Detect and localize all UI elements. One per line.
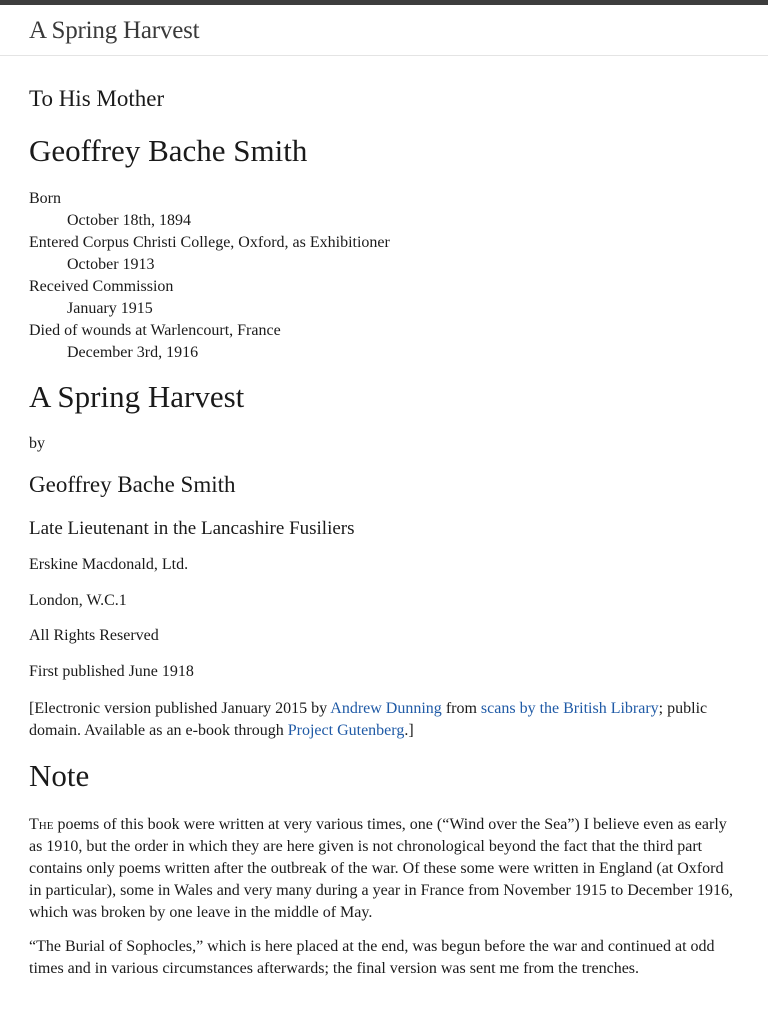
bio-label: Died of wounds at Warlencourt, France [29, 322, 281, 339]
bio-label: Entered Corpus Christi College, Oxford, as Exhibitioner [29, 234, 390, 251]
electronic-mid2: ; public domain. Available as an e-book through [29, 700, 708, 739]
site-title-link[interactable]: A Spring Harvest [29, 17, 200, 44]
note-drop-lead: The [29, 816, 54, 833]
note-paragraph-1 [29, 814, 739, 924]
book-title-heading: A Spring Harvest [29, 379, 245, 414]
author-heading: Geoffrey Bache Smith [29, 133, 308, 168]
by-line: by [29, 435, 45, 452]
bio-label: Born [29, 190, 61, 207]
author-rank-heading: Late Lieutenant in the Lancashire Fusiliers [29, 518, 355, 539]
bio-date: December 3rd, 1916 [67, 344, 199, 361]
bio-label: Received Commission [29, 278, 174, 295]
book-author-heading: Geoffrey Bache Smith [29, 472, 236, 497]
electronic-suffix: .] [404, 722, 414, 739]
site-header [0, 5, 768, 56]
note-paragraph-2: “The Burial of Sophocles,” which is here placed at the end, was begun before the war and continued at odd times and in various circumstances afterwards; the final version was sent me from the trenches. [29, 938, 715, 977]
first-published-line: First published June 1918 [29, 663, 194, 680]
electronic-version-note [29, 698, 739, 742]
andrew-dunning-link[interactable]: Andrew Dunning [330, 700, 442, 717]
note-heading: Note [29, 758, 90, 793]
bio-date: October 1913 [67, 256, 155, 273]
publisher-line: Erskine Macdonald, Ltd. [29, 556, 189, 573]
dedication-heading: To His Mother [29, 86, 165, 111]
bio-list [29, 188, 390, 364]
note-paragraph-1-text: poems of this book were written at very various times, one (“Wind over the Sea”) I believe even as early as 1910, but the order in which they are here given is not chronological beyond the fact that the third part contains only poems written after the outbreak of the war. Of these some were written in England (at Oxford in particular), some in Wales and very many during a year in France from November 1915 to December 1916, which was broken by one leave in the middle of May. [29, 816, 733, 921]
place-line: London, W.C.1 [29, 592, 127, 609]
electronic-prefix: [Electronic version published January 2015 by [29, 700, 331, 717]
rights-line: All Rights Reserved [29, 627, 159, 644]
british-library-scans-link[interactable]: scans by the British Library [480, 700, 659, 717]
bio-date: October 18th, 1894 [67, 212, 191, 229]
bio-date: January 1915 [67, 300, 153, 317]
electronic-mid1: from [441, 700, 481, 717]
project-gutenberg-link[interactable]: Project Gutenberg [287, 722, 405, 739]
